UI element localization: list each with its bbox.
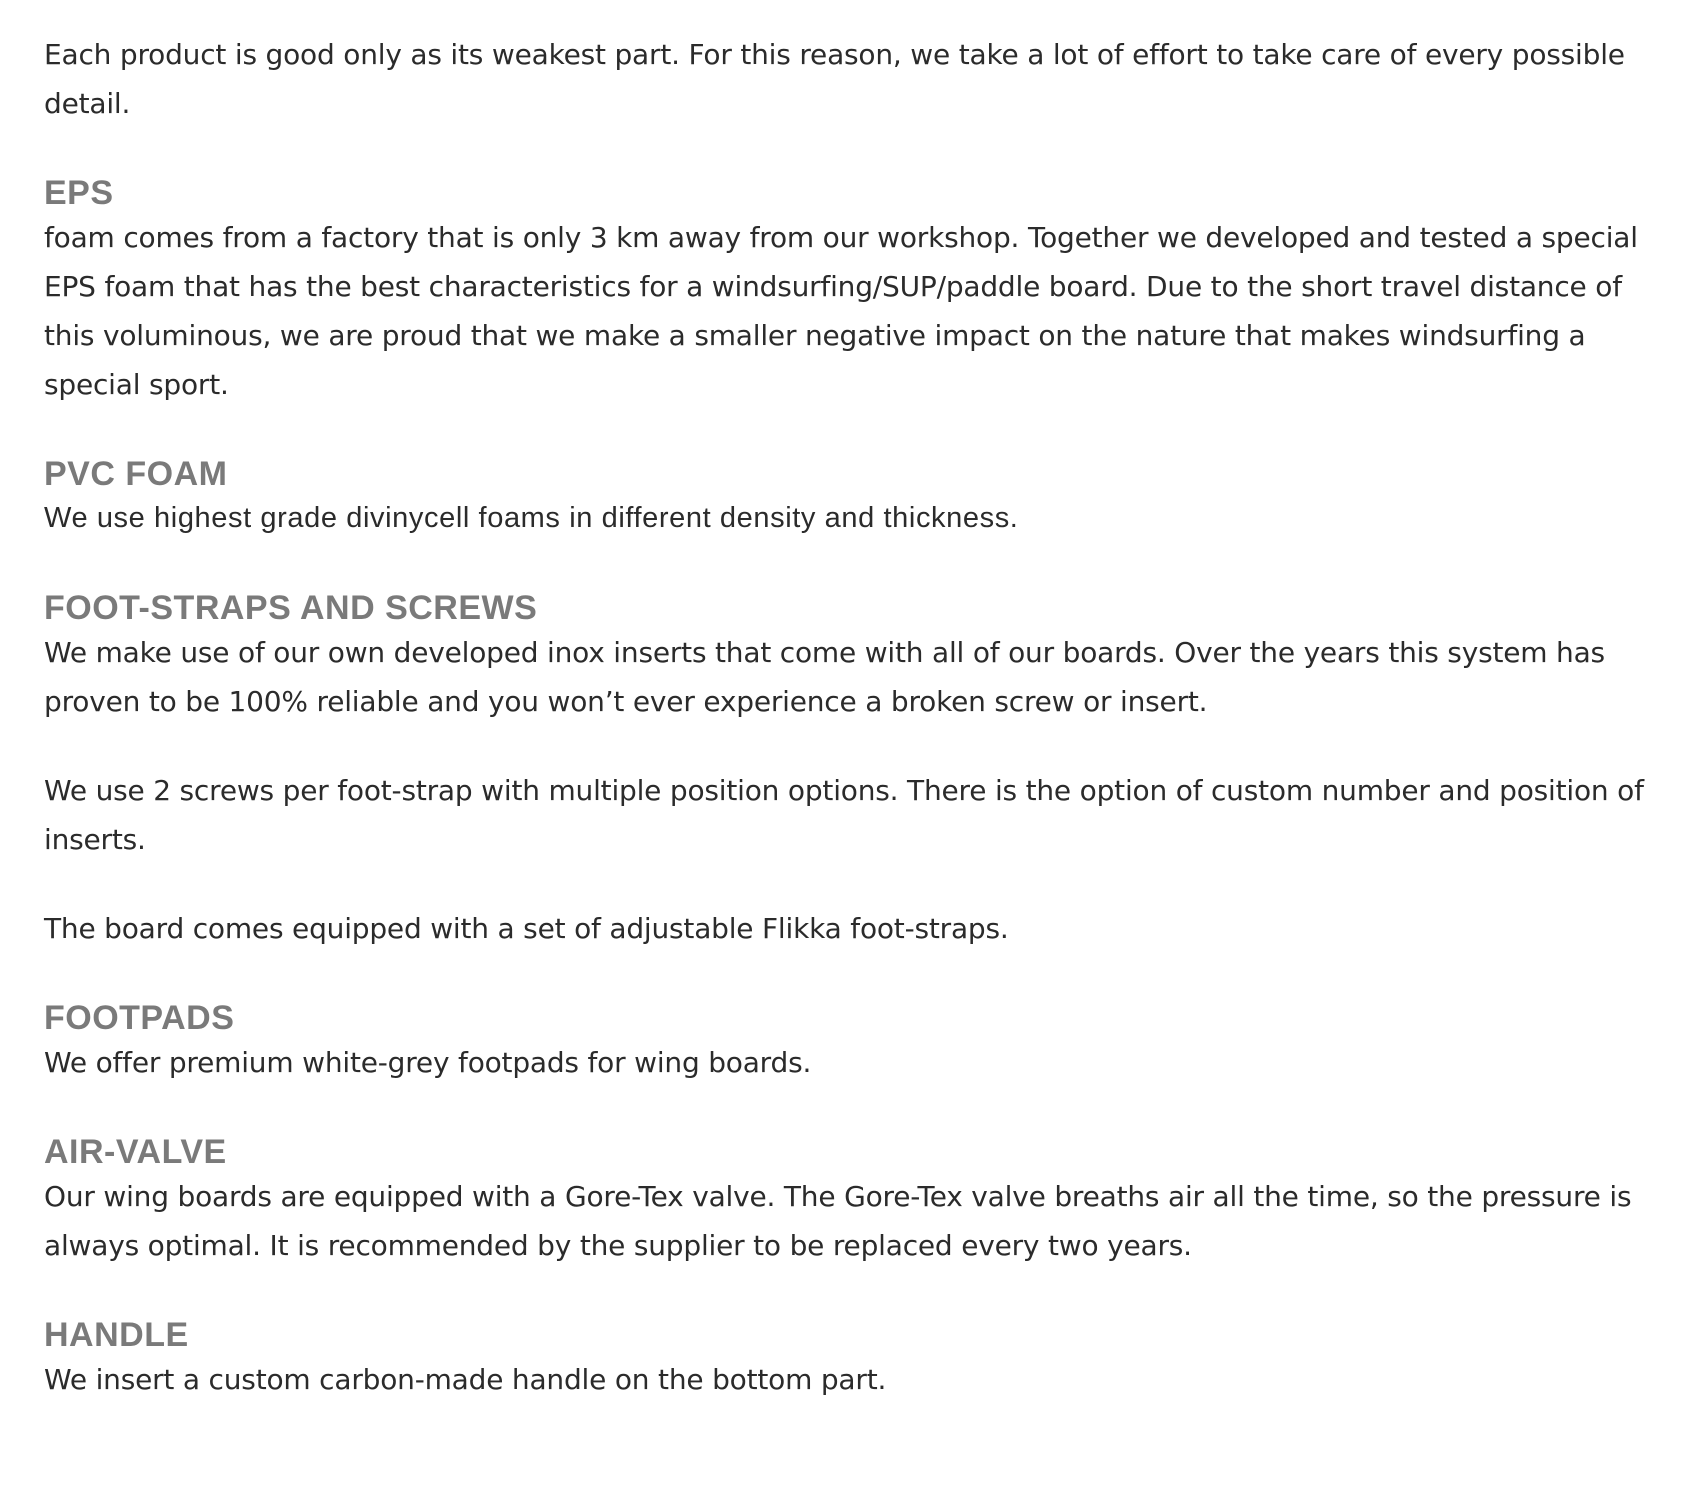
section-text-foot-straps-2: We use 2 screws per foot-strap with multiple position options. There is the option of custom number and position of inserts. [44,774,1644,856]
section-text-air-valve: Our wing boards are equipped with a Gore-Tex valve. The Gore-Tex valve breaths air all the time, so the pressure is always optimal. It is recommended by the supplier to be replaced every two years. [44,1180,1632,1262]
section-text-pvc-foam: We use highest grade divinycell foams in different density and thickness. [44,502,1019,534]
section-handle [44,1315,1654,1404]
section-text-footpads: We offer premium white-grey footpads for wing boards. [44,1046,812,1079]
section-heading-handle: HANDLE [44,1316,189,1354]
section-heading-eps: EPS [44,174,114,212]
section-eps [44,173,1654,409]
section-text-foot-straps-1: We make use of our own developed inox inserts that come with all of our boards. Over the years this system has proven to be 100% reliable and you won’t ever experience a broken screw or insert. [44,636,1605,718]
intro-paragraph: Each product is good only as its weakest part. For this reason, we take a lot of effort to take care of every possible detail. [44,38,1625,120]
section-text-handle: We insert a custom carbon-made handle on the bottom part. [44,1363,887,1396]
section-text-foot-straps-3: The board comes equipped with a set of adjustable Flikka foot-straps. [44,912,1009,945]
section-footpads [44,998,1654,1087]
section-text-eps: foam comes from a factory that is only 3 km away from our workshop. Together we developed and tested a special EPS foam that has the best characteristics for a windsurfing/SUP/paddle board. Due to the short travel distance of this voluminous, we are proud that we make a smaller negative impact on the nature that makes windsurfing a special sport. [44,221,1638,401]
section-pvc-foam [44,454,1654,543]
section-heading-air-valve: AIR-VALVE [44,1133,227,1171]
section-heading-pvc-foam: PVC FOAM [44,455,228,493]
section-heading-foot-straps: FOOT-STRAPS AND SCREWS [44,589,538,627]
section-air-valve [44,1132,1654,1270]
section-heading-footpads: FOOTPADS [44,999,235,1037]
section-foot-straps [44,588,1654,953]
article-content [44,30,1654,1404]
